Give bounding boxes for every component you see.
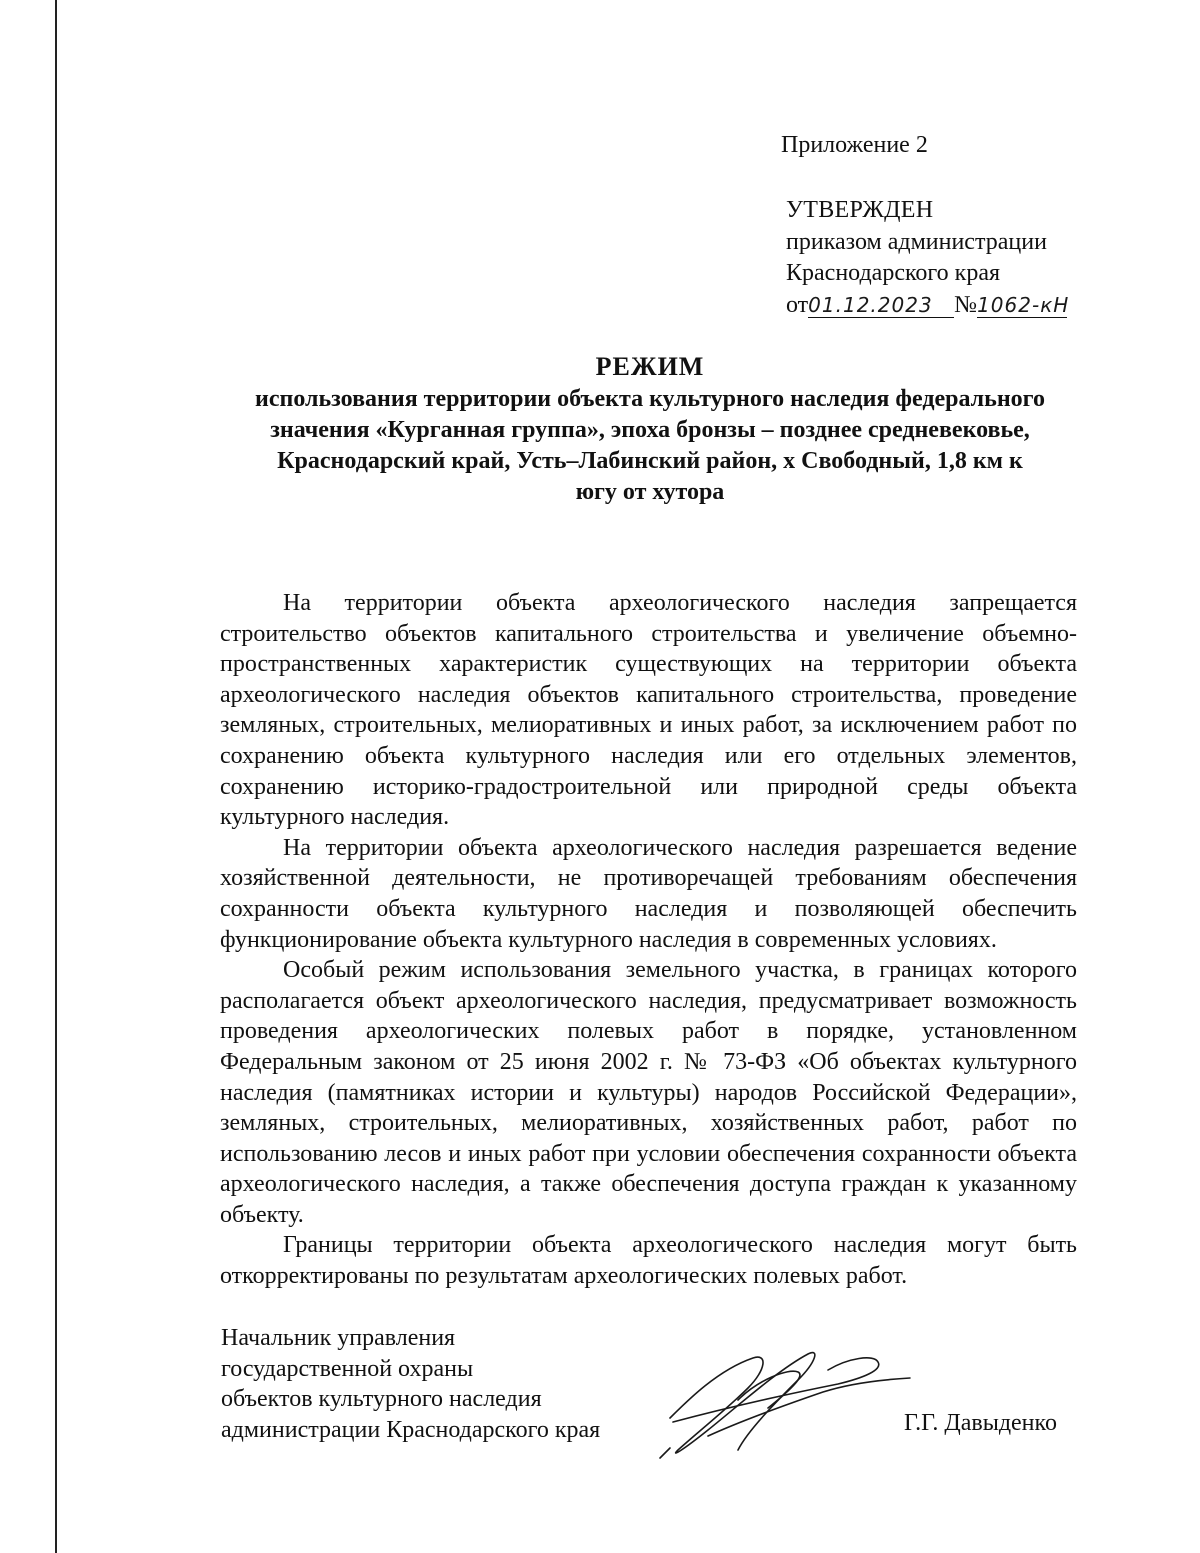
subtitle-line: Краснодарский край, Усть–Лабинский район, х Свободный, 1,8 км к (277, 448, 1023, 474)
subtitle-line: югу от хутора (575, 479, 725, 505)
position-line: государственной охраны (221, 1355, 474, 1382)
subtitle-line: использования территории объекта культурного наследия федерального (255, 386, 1045, 412)
signatory-position (221, 1323, 600, 1445)
order-date-number-line (786, 290, 1070, 322)
body-paragraph-boundaries: Границы территории объекта археологического наследия могут быть откорректированы по результатам археологических полевых работ. (220, 1232, 1077, 1290)
document-body (220, 588, 1077, 1292)
number-prefix: № (954, 291, 978, 318)
document-title: РЕЖИМ (595, 352, 705, 381)
date-prefix: от (786, 291, 809, 318)
scan-edge-line (55, 0, 57, 1553)
body-paragraph-permitted-activity: На территории объекта археологического наследия разрешается ведение хозяйственной деятельности, не противоречащей требованиям обеспечения сохранности объекта культурного наследия и позволяющей обеспечить функционирование объекта культурного наследия в современных условиях. (220, 834, 1077, 953)
document-title-block (190, 352, 1110, 508)
handwritten-signature-icon (648, 1340, 918, 1470)
approval-stamp-block (786, 195, 1070, 321)
body-paragraph-special-regime: Особый режим использования земельного участка, в границах которого располагается объект археологического наследия, предусматривает возможность проведения археологических полевых работ в порядке, установленном Федеральным законом от 25 июня 2002 г. № 73-ФЗ «Об объектах культурного наследия (памятниках истории и культуры) народов Российской Федерации», земляных, строительных, мелиоративных, хозяйственных работ, работ по использованию лесов и иных работ при условии обеспечения сохранности объекта археологического наследия, а также обеспечения доступа граждан к указанному объекту. (220, 957, 1077, 1228)
handwritten-date: 01.12.2023 (808, 293, 954, 318)
subtitle-line: значения «Курганная группа», эпоха бронзы – позднее средневековье, (270, 417, 1030, 443)
signatory-name: Г.Г. Давыденко (904, 1410, 1057, 1436)
position-line: Начальник управления (221, 1325, 456, 1351)
approved-label: УТВЕРЖДЕН (786, 197, 934, 223)
position-line: объектов культурного наследия (221, 1386, 542, 1412)
document-subtitle (190, 384, 1110, 508)
approval-authority-line-2: Краснодарского края (786, 260, 1001, 286)
body-paragraph-prohibitions: На территории объекта археологического наследия запрещается строительство объектов капитального строительства и увеличение объемно-пространственных характеристик существующих на территории объекта археологического наследия объектов капитального строительства, проведение земляных, строительных, мелиоративных и иных работ, за исключением работ по сохранению объекта культурного наследия или его отдельных элементов, сохранению историко-градостроительной или природной среды объекта культурного наследия. (220, 590, 1077, 831)
position-line: администрации Краснодарского края (221, 1416, 601, 1443)
handwritten-order-number: 1062-кН (977, 292, 1070, 317)
appendix-label: Приложение 2 (781, 132, 928, 158)
approval-authority-line-1: приказом администрации (786, 228, 1047, 255)
